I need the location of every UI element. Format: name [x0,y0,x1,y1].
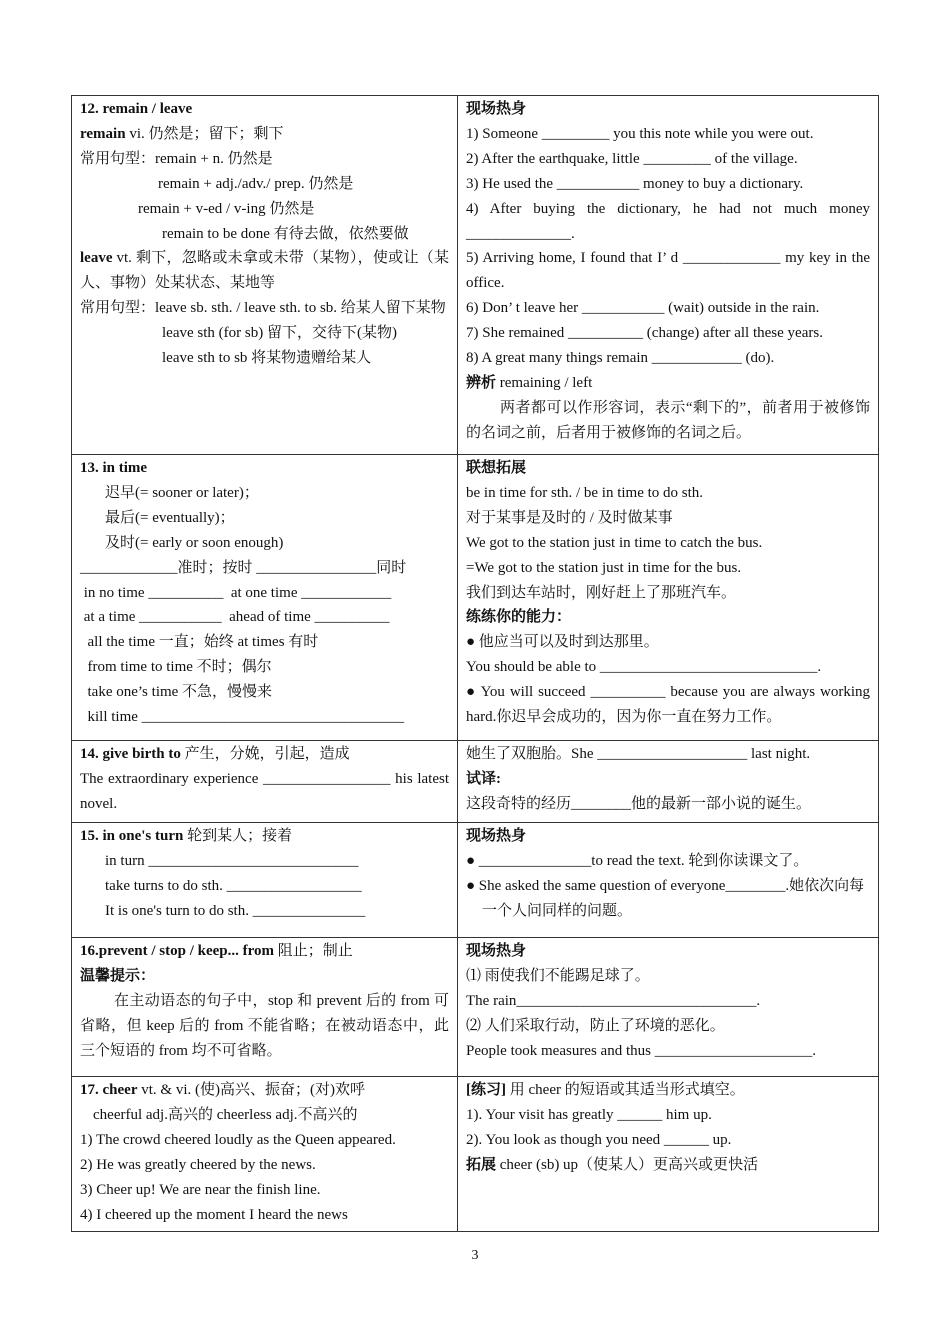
phrase-line: all the time 一直；始终 at times 有时 [80,634,319,651]
example-line: 对于某事是及时的 / 及时做某事 [466,509,673,526]
tip-text: 在主动语态的句子中，stop 和 prevent 后的 from 可省略，但 keep 后的 from 不能省略；在被动语态中，此三个短语的 from 均不可省略。 [80,992,449,1059]
extension-text: cheer (sb) up（使某人）更高兴或更快活 [496,1156,759,1173]
section-heading: 辨析 [466,374,497,391]
phrase-line: in turn ____________________________ [105,852,359,869]
phrase-line: from time to time 不时；偶尔 [80,659,272,676]
phrase-line: take turns to do sth. __________________ [105,877,362,894]
exercise-in-ones-turn [458,823,879,938]
phrase-line: kill time ___________________________________ [80,709,405,726]
exercise-item: 5) Arriving home, I found that I’ d _____________ my key in the office. [466,250,870,292]
exercise-item: 2) After the earthquake, little _________ of the village. [466,150,798,167]
table-row [72,455,879,741]
entry-in-ones-turn [72,823,458,938]
exercise-item: ⑴ 雨使我们不能踢足球了。 [466,967,650,984]
example-line: 2) He was greatly cheered by the news. [80,1156,316,1173]
pattern: remain to be done 有待去做，依然要做 [162,225,409,242]
exercise-item: ● 他应当可以及时到达那里。 [466,634,659,651]
example-line: be in time for sth. / be in time to do sth. [466,484,704,501]
entry-title: 17. cheer [80,1082,138,1098]
exercise-item: 6) Don’ t leave her ___________ (wait) outside in the rain. [466,300,820,317]
exercise-prevent-from [458,938,879,1077]
entry-remain-leave [72,96,458,455]
example-line: 4) I cheered up the moment I heard the news [80,1206,348,1223]
entry-title: 16.prevent / stop / keep... from [80,943,275,959]
definition: vi. 仍然是；留下；剩下 [125,125,284,142]
section-heading: 联想拓展 [466,460,527,476]
table-row [72,823,879,938]
exercise-item: 这段奇特的经历________他的最新一部小说的诞生。 [466,795,812,812]
entry-give-birth-to [72,741,458,823]
phrase-line: cheerful adj.高兴的 cheerless adj.不高兴的 [93,1106,358,1123]
entry-title: 13. in time [80,460,148,476]
example-line: =We got to the station just in time for the bus. [466,559,742,576]
instruction: 用 cheer 的短语或其适当形式填空。 [506,1082,745,1098]
meaning: 迟早(= sooner or later)； [105,484,259,501]
headword: leave [80,250,113,267]
example-line: 3) Cheer up! We are near the finish line. [80,1181,321,1198]
example-line: We got to the station just in time to catch the bus. [466,534,763,551]
vocabulary-table [71,95,879,1232]
table-row [72,96,879,455]
definition: vt. & vi. (使)高兴、振奋；(对)欢呼 [137,1082,365,1098]
exercise-item: 4) After buying the dictionary, he had not much money ______________. [466,200,870,242]
phrase-line: at a time ___________ ahead of time __________ [80,609,390,626]
section-heading: 试译: [466,770,501,787]
phrase-line: take one’s time 不急，慢慢来 [80,684,273,701]
exercise-item: 2). You look as though you need ______ up. [466,1131,732,1148]
pattern: 常用句型：leave sb. sth. / leave sth. to sb. 给某人留下某物 [80,300,446,317]
exercise-item: People took measures and thus _____________________. [466,1042,816,1059]
meaning: 及时(= early or soon enough) [105,534,284,551]
section-heading: 现场热身 [466,828,527,844]
definition: vt. 剩下，忽略或未拿或未带（某物），使或让（某人、事物）处某状态、某地等 [80,250,449,292]
exercise-item: 3) He used the ___________ money to buy a dictionary. [466,175,804,192]
section-heading: 拓展 [466,1156,497,1173]
exercise-item: 1) Someone _________ you this note while you were out. [466,125,814,142]
exercise-cheer [458,1077,879,1232]
compare-text: 两者都可以作形容词，表示“剩下的”，前者用于被修饰的名词之前，后者用于被修饰的名词之后。 [466,399,870,441]
table-row [72,1077,879,1232]
pattern: 常用句型：remain + n. 仍然是 [80,150,273,167]
exercise-item: ● _______________to read the text. 轮到你读课文了。 [466,852,809,869]
definition: 轮到某人；接着 [183,828,293,844]
section-heading: 现场热身 [466,943,527,959]
definition: 产生，分娩，引起，造成 [180,746,350,762]
exercise-item: ⑵ 人们采取行动，防止了环境的恶化。 [466,1017,725,1034]
section-heading: 练练你的能力： [466,609,572,626]
exercise-item: ● She asked the same question of everyone________.她依次向每一个人问同样的问题。 [466,877,865,919]
pattern: remain + adj./adv./ prep. 仍然是 [158,175,354,192]
headword: remain [80,125,126,142]
pattern: leave sth (for sb) 留下，交待下(某物) [162,325,397,342]
phrase-line: in no time __________ at one time ____________ [80,584,392,601]
entry-title: 12. remain / leave [80,101,193,117]
example-line: 1) The crowd cheered loudly as the Queen appeared. [80,1131,396,1148]
pattern: remain + v-ed / v-ing 仍然是 [138,200,315,217]
exercise-item: You should be able to _____________________________. [466,659,822,676]
exercise-item: 1). Your visit has greatly ______ him up. [466,1106,712,1123]
exercise-in-time [458,455,879,741]
tip-heading: 温馨提示： [80,967,156,984]
table-row [72,741,879,823]
exercise-remain-leave [458,96,879,455]
phrase-line: _____________准时；按时 ________________同时 [80,559,407,576]
entry-title: 14. give birth to [80,746,181,762]
entry-title: 15. in one's turn [80,828,184,844]
entry-in-time [72,455,458,741]
entry-prevent-from [72,938,458,1077]
meaning: 最后(= eventually)； [105,509,235,526]
compare-words: remaining / left [496,374,593,391]
pattern: leave sth to sb 将某物遗赠给某人 [162,350,372,367]
exercise-item: 7) She remained __________ (change) after all these years. [466,325,823,342]
definition: 阻止；制止 [274,943,353,959]
section-heading: 现场热身 [466,101,527,117]
section-heading: [练习] [466,1082,506,1098]
page-number: 3 [471,1248,479,1263]
entry-cheer [72,1077,458,1232]
table-row [72,938,879,1077]
example-line: The extraordinary experience _________________ his latest novel. [80,770,449,812]
exercise-give-birth-to [458,741,879,823]
example-line: 我们到达车站时，刚好赶上了那班汽车。 [466,584,737,601]
exercise-item: ● You will succeed __________ because you are always working hard.你迟早会成功的，因为你一直在努力工作。 [466,684,870,726]
exercise-item: The rain________________________________. [466,992,761,1009]
exercise-item: 8) A great many things remain ____________ (do). [466,350,775,367]
exercise-item: 她生了双胞胎。She ____________________ last night. [466,746,811,762]
phrase-line: It is one's turn to do sth. _______________ [105,902,366,919]
